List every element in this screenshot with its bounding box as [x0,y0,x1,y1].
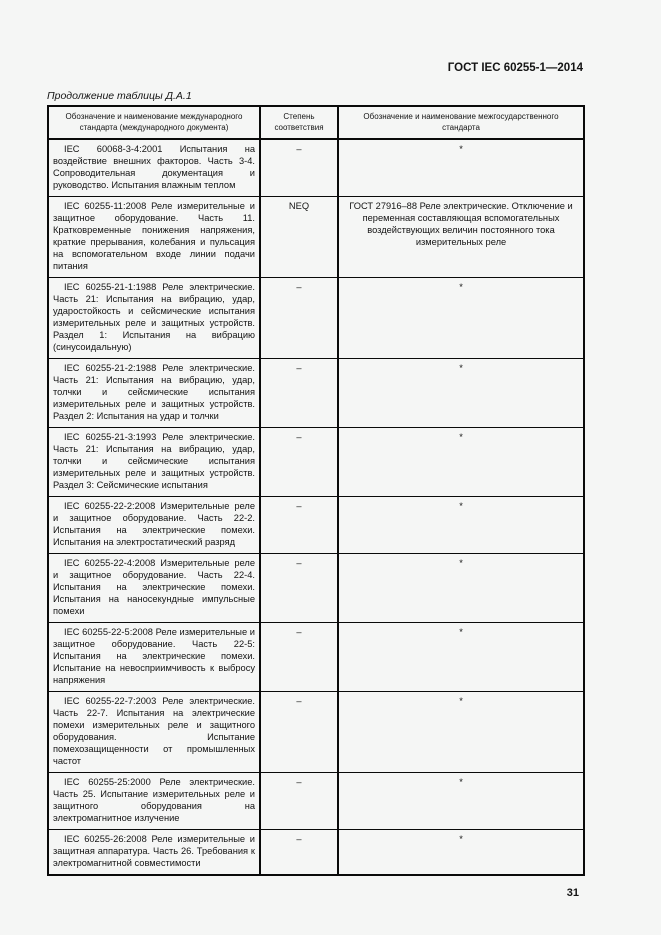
table-row [48,497,584,554]
cell-international: IEC 60255-11:2008 Реле измерительные и защитное оборудование. Часть 11. Кратковременные понижения напряжения, краткие прерывания, колебания и пульсация на вспомогательном входе линии подачи питания [48,197,260,278]
table-row [48,359,584,428]
cell-interstate: * [338,830,584,876]
col-header-degree: Степень соответствия [260,106,338,139]
cell-interstate: * [338,773,584,830]
cell-interstate: * [338,428,584,497]
table-row [48,830,584,876]
table-row [48,428,584,497]
cell-degree: – [260,830,338,876]
cell-international: IEC 60255-22-5:2008 Реле измерительные и защитное оборудование. Часть 22-5: Испытания на электрические помехи. Испытание на невосприимчивость к выбросу напряжения [48,623,260,692]
page-content [47,62,583,899]
col-header-international: Обозначение и наименование международного стандарта (международного документа) [48,106,260,139]
cell-international: IEC 60255-26:2008 Реле измерительные и защитная аппаратура. Часть 26. Требования к электромагнитной совместимости [48,830,260,876]
col-header-interstate: Обозначение и наименование межгосударственного стандарта [338,106,584,139]
cell-degree: – [260,773,338,830]
cell-degree: – [260,692,338,773]
table-row [48,773,584,830]
cell-degree: – [260,278,338,359]
cell-international: IEC 60068-3-4:2001 Испытания на воздействие внешних факторов. Часть 3-4. Сопроводительная документация и руководство. Испытания влажным теплом [48,139,260,197]
cell-international: IEC 60255-22-4:2008 Измерительные реле и защитное оборудование. Часть 22-4. Испытания на электрические помехи. Испытания на наносекундные импульсные помехи [48,554,260,623]
cell-international: IEC 60255-21-2:1988 Реле электрические. Часть 21: Испытания на вибрацию, удар, толчки и сейсмические испытания измерительных реле и защитных устройств. Раздел 2: Испытания на удар и толчки [48,359,260,428]
cell-interstate: * [338,554,584,623]
cell-interstate: * [338,692,584,773]
table-header-row [48,106,584,139]
cell-international: IEC 60255-25:2000 Реле электрические. Часть 25. Испытание измерительных реле и защитного оборудования на электромагнитное излучение [48,773,260,830]
cell-degree: – [260,139,338,197]
table-row [48,278,584,359]
cell-degree: – [260,497,338,554]
table-row [48,554,584,623]
cell-international: IEC 60255-21-3:1993 Реле электрические. Часть 21: Испытания на вибрацию, удар, толчки и сейсмические испытания измерительных реле и защитных устройств. Раздел 3: Сейсмические испытания [48,428,260,497]
table-row [48,197,584,278]
cell-degree: NEQ [260,197,338,278]
table-row [48,692,584,773]
cell-degree: – [260,623,338,692]
cell-interstate: * [338,139,584,197]
cell-interstate: * [338,359,584,428]
cell-interstate: * [338,278,584,359]
standards-table [47,105,585,876]
cell-degree: – [260,359,338,428]
cell-degree: – [260,428,338,497]
cell-interstate: ГОСТ 27916–88 Реле электрические. Отключение и переменная составляющая вспомогательных воздействующих величин постоянного тока измерительных реле [338,197,584,278]
cell-international: IEC 60255-22-2:2008 Измерительные реле и защитное оборудование. Часть 22-2. Испытания на электрические помехи. Испытания на электростатический разряд [48,497,260,554]
cell-degree: – [260,554,338,623]
cell-international: IEC 60255-22-7:2003 Реле электрические. Часть 22-7. Испытания на электрические помехи измерительных реле и защитного оборудования. Испытание помехозащищенности от промышленных частот [48,692,260,773]
cell-interstate: * [338,623,584,692]
table-caption: Продолжение таблицы Д.А.1 [47,90,192,102]
standards-table-body [48,139,584,875]
table-row [48,623,584,692]
cell-international: IEC 60255-21-1:1988 Реле электрические. Часть 21: Испытания на вибрацию, удар, ударостойкость и сейсмические испытания измерительных реле и защитных устройств. Раздел 1: Испытания на вибрацию (синусоидальную) [48,278,260,359]
table-row [48,139,584,197]
page-number: 31 [566,887,579,899]
cell-interstate: * [338,497,584,554]
running-header: ГОСТ IEC 60255-1—2014 [447,62,583,74]
